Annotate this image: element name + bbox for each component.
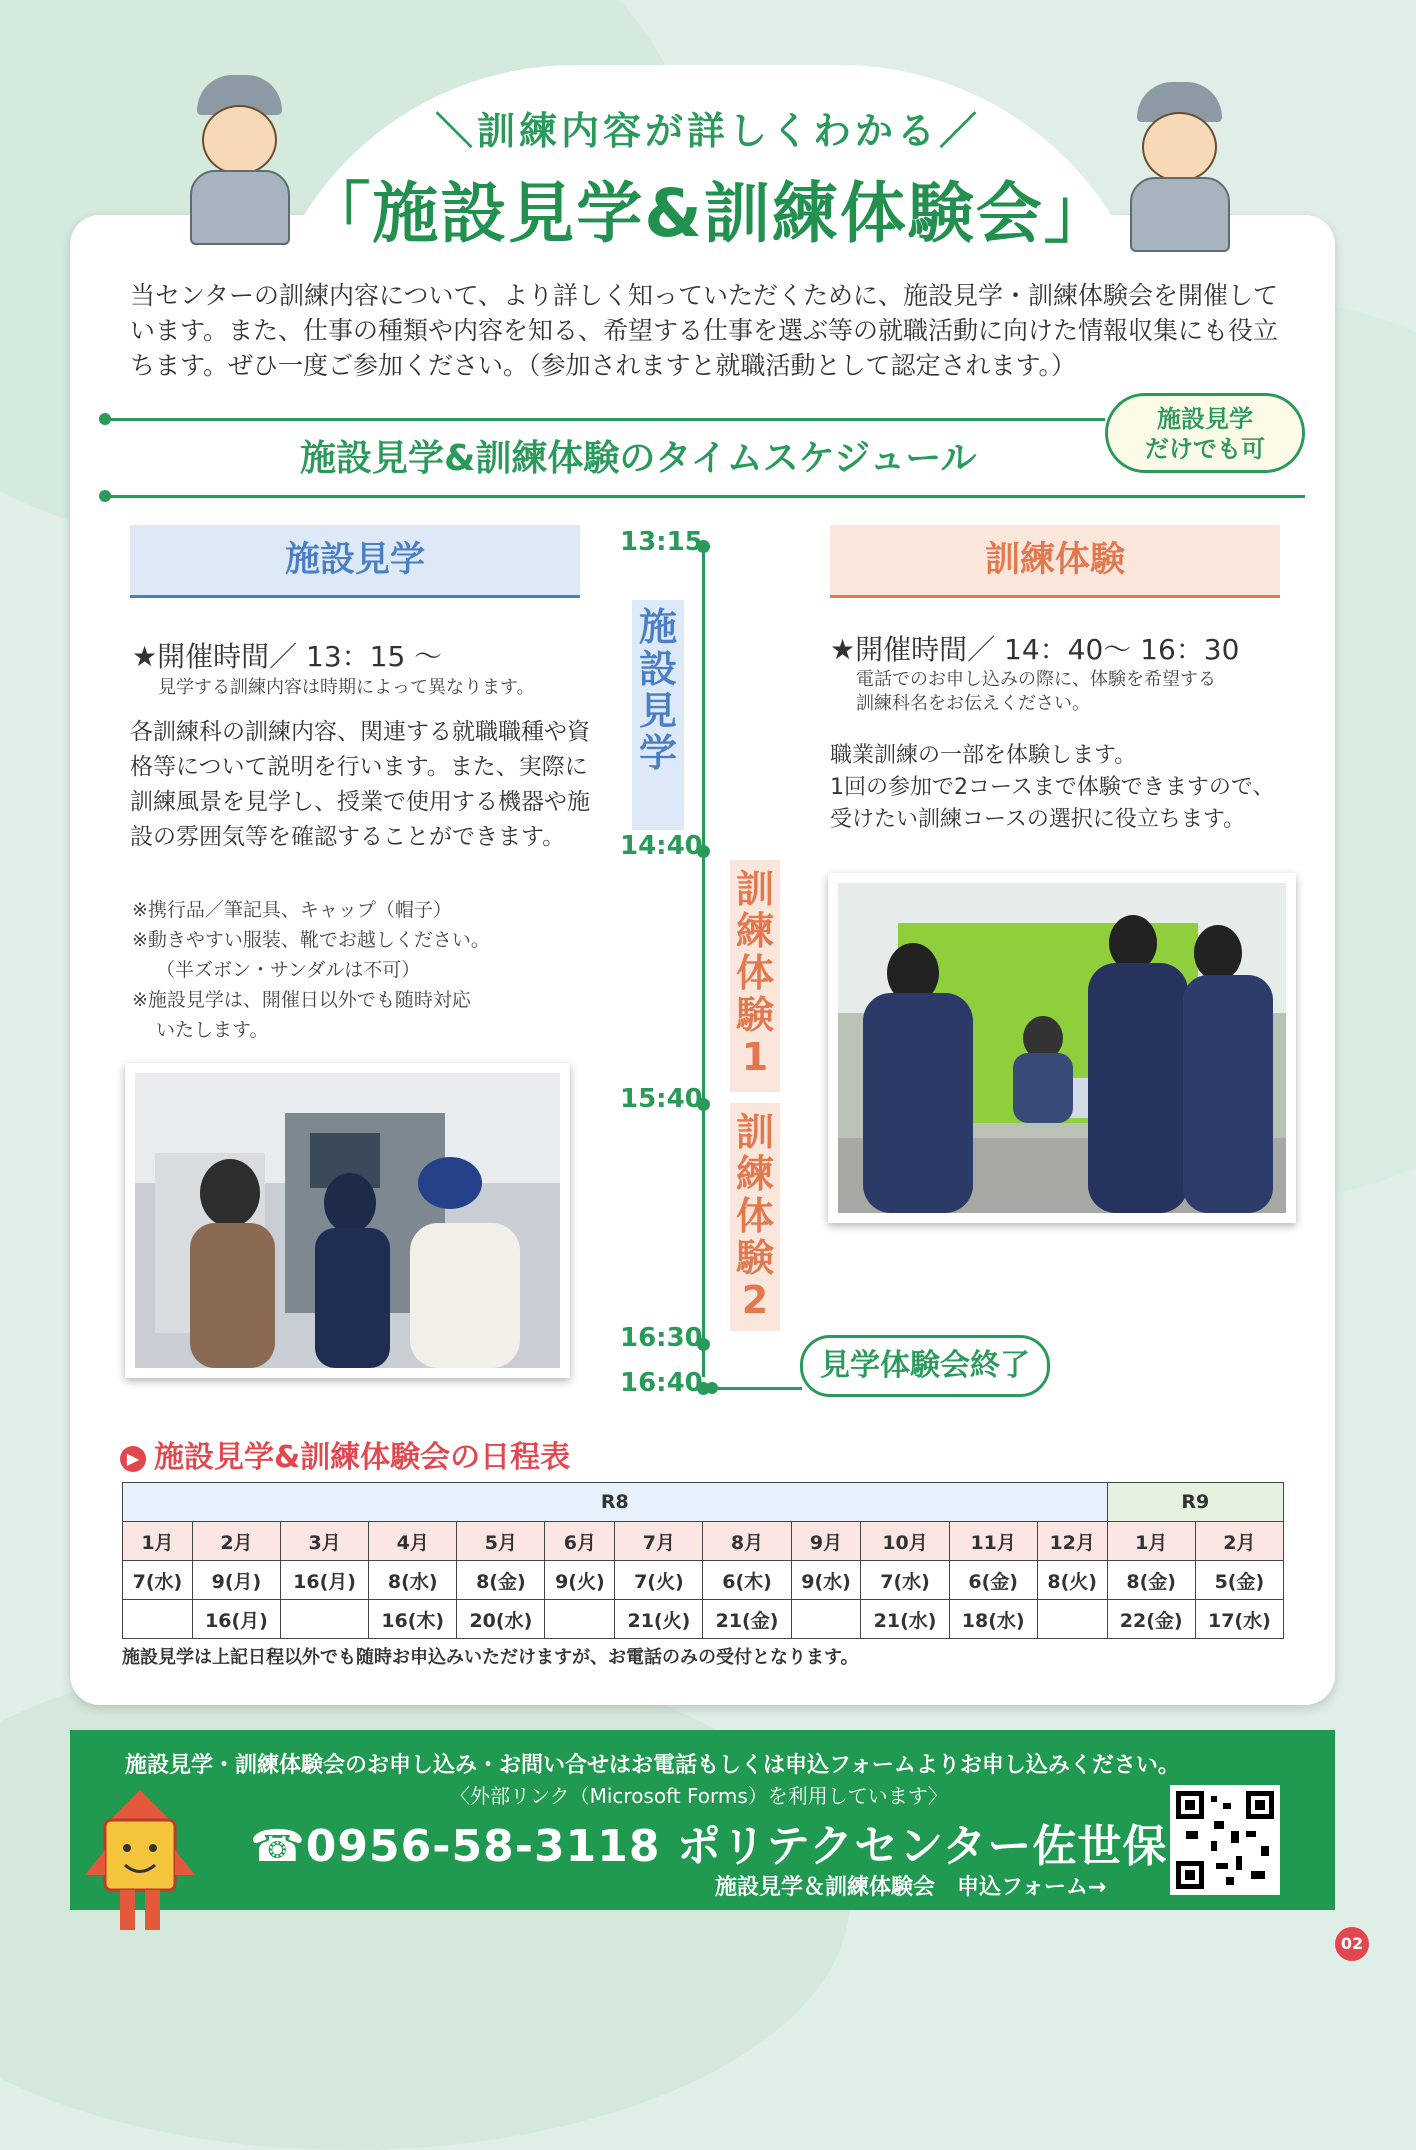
- end-connector: [712, 1387, 802, 1390]
- date-cell: 8(水): [369, 1561, 457, 1600]
- experience-time: ★開催時間／ 14：40～ 16：30: [830, 633, 1240, 666]
- header-subtitle: ＼訓練内容が詳しくわかる／: [434, 109, 981, 153]
- contact-instructions: 施設見学・訓練体験会のお申し込み・お問い合せはお電話もしくは申込フォームよりお申し込みください。: [125, 1753, 1180, 1778]
- tour-time-note: 見学する訓練内容は時期によって異なります。: [158, 677, 535, 698]
- date-cell: 7(火): [615, 1561, 703, 1600]
- tour-notes: ※携行品／筆記具、キャップ（帽子） ※動きやすい服装、靴でお越しください。 （半ズボン・サンダルは不可） ※施設見学は、開催日以外でも随時対応 いたします。: [132, 899, 490, 1041]
- experience-description: 職業訓練の一部を体験します。 1回の参加で2コースまで体験できますので、 受けたい訓練コースの選択に役立ちます。: [830, 743, 1275, 832]
- calendar-note: 施設見学は上記日程以外でも随時お申込みいただけますが、お電話のみの受付となります。: [122, 1647, 859, 1668]
- divider-line: [105, 495, 1305, 498]
- time-label: 15:40: [620, 1084, 703, 1114]
- date-cell: [545, 1600, 615, 1639]
- month-cell: 6月: [545, 1522, 615, 1561]
- date-cell: 6(金): [949, 1561, 1037, 1600]
- month-cell: 1月: [123, 1522, 193, 1561]
- calendar-title: ▶ 施設見学&訓練体験会の日程表: [120, 1432, 570, 1476]
- date-cell: [281, 1600, 369, 1639]
- date-cell: 21(金): [703, 1600, 791, 1639]
- experience-heading: 訓練体験: [830, 525, 1280, 598]
- external-link-note: 〈外部リンク（Microsoft Forms）を利用しています〉: [450, 1784, 948, 1808]
- month-cell: 11月: [949, 1522, 1037, 1561]
- tour-photo: [125, 1063, 570, 1378]
- date-cell: 9(水): [791, 1561, 861, 1600]
- date-cell: 9(月): [192, 1561, 280, 1600]
- date-cell: 5(金): [1195, 1561, 1283, 1600]
- tour-period-bar: 施設見学: [632, 600, 684, 830]
- date-cell: 22(金): [1107, 1600, 1195, 1639]
- date-cell: 8(金): [457, 1561, 545, 1600]
- date-cell: 8(金): [1107, 1561, 1195, 1600]
- month-cell: 2月: [1195, 1522, 1283, 1561]
- date-cell: 16(月): [281, 1561, 369, 1600]
- year-header-r8: R8: [123, 1483, 1108, 1522]
- date-cell: 21(水): [861, 1600, 949, 1639]
- time-label: 16:30: [620, 1323, 703, 1353]
- year-header-r9: R9: [1107, 1483, 1283, 1522]
- month-cell: 2月: [192, 1522, 280, 1561]
- date-cell: 20(水): [457, 1600, 545, 1639]
- month-cell: 4月: [369, 1522, 457, 1561]
- timeline-axis: [702, 542, 705, 1377]
- schedule-title: 施設見学&訓練体験のタイムスケジュール: [300, 438, 977, 479]
- date-cell: 7(水): [861, 1561, 949, 1600]
- experience-time-note: 電話でのお申し込みの際に、体験を希望する 訓練科名をお伝えください。: [856, 669, 1216, 714]
- page-title: 「施設見学&訓練体験会」: [304, 175, 1112, 252]
- divider-line: [105, 418, 1105, 421]
- month-cell: 10月: [861, 1522, 949, 1561]
- month-cell: 5月: [457, 1522, 545, 1561]
- date-cell: 16(木): [369, 1600, 457, 1639]
- application-form-link[interactable]: 施設見学＆訓練体験会 申込フォーム→: [715, 1875, 1107, 1900]
- page-number: 02: [1335, 1927, 1369, 1961]
- date-cell: 18(水): [949, 1600, 1037, 1639]
- experience-photo: [828, 873, 1296, 1223]
- date-cell: 17(水): [1195, 1600, 1283, 1639]
- month-cell: 7月: [615, 1522, 703, 1561]
- qr-code-icon[interactable]: [1170, 1785, 1280, 1895]
- date-row: [123, 1561, 1284, 1600]
- tour-description: 各訓練科の訓練内容、関連する就職職種や資格等について説明を行います。また、実際に訓練風景を見学し、授業で使用する機器や施設の雰囲気等を確認することができます。: [130, 719, 590, 850]
- tour-heading: 施設見学: [130, 525, 580, 598]
- month-cell: 12月: [1037, 1522, 1107, 1561]
- experience2-period-bar: 訓練体験2: [730, 1103, 780, 1331]
- month-cell: 9月: [791, 1522, 861, 1561]
- month-cell: 8月: [703, 1522, 791, 1561]
- tour-only-badge: 施設見学 だけでも可: [1105, 393, 1305, 473]
- contact-footer: [70, 1730, 1335, 1910]
- date-cell: 6(木): [703, 1561, 791, 1600]
- phone-number[interactable]: ☎0956-58-3118 ポリテクセンター佐世保: [250, 1821, 1168, 1872]
- month-row: [123, 1522, 1284, 1561]
- end-label: 見学体験会終了: [800, 1335, 1050, 1397]
- month-cell: 1月: [1107, 1522, 1195, 1561]
- date-cell: 16(月): [192, 1600, 280, 1639]
- month-cell: 3月: [281, 1522, 369, 1561]
- date-row: [123, 1600, 1284, 1639]
- date-cell: 8(火): [1037, 1561, 1107, 1600]
- play-icon: ▶: [120, 1446, 146, 1472]
- tour-time: ★開催時間／ 13：15 ～: [132, 640, 443, 673]
- intro-text: 当センターの訓練内容について、より詳しく知っていただくために、施設見学・訓練体験会を開催しています。また、仕事の種類や内容を知る、希望する仕事を選ぶ等の就職活動に向けた情報収集にも役立ちます。ぜひ一度ご参加ください。（参加されますと就職活動として認定されます。）: [130, 281, 1279, 380]
- experience1-period-bar: 訓練体験1: [730, 860, 780, 1092]
- schedule-table: [122, 1482, 1284, 1639]
- time-label: 16:40: [620, 1368, 703, 1398]
- time-label: 14:40: [620, 831, 703, 861]
- date-cell: [791, 1600, 861, 1639]
- date-cell: [1037, 1600, 1107, 1639]
- mascot-character: [85, 1790, 195, 1950]
- date-cell: [123, 1600, 193, 1639]
- time-label: 13:15: [620, 527, 703, 557]
- date-cell: 21(火): [615, 1600, 703, 1639]
- date-cell: 7(水): [123, 1561, 193, 1600]
- date-cell: 9(火): [545, 1561, 615, 1600]
